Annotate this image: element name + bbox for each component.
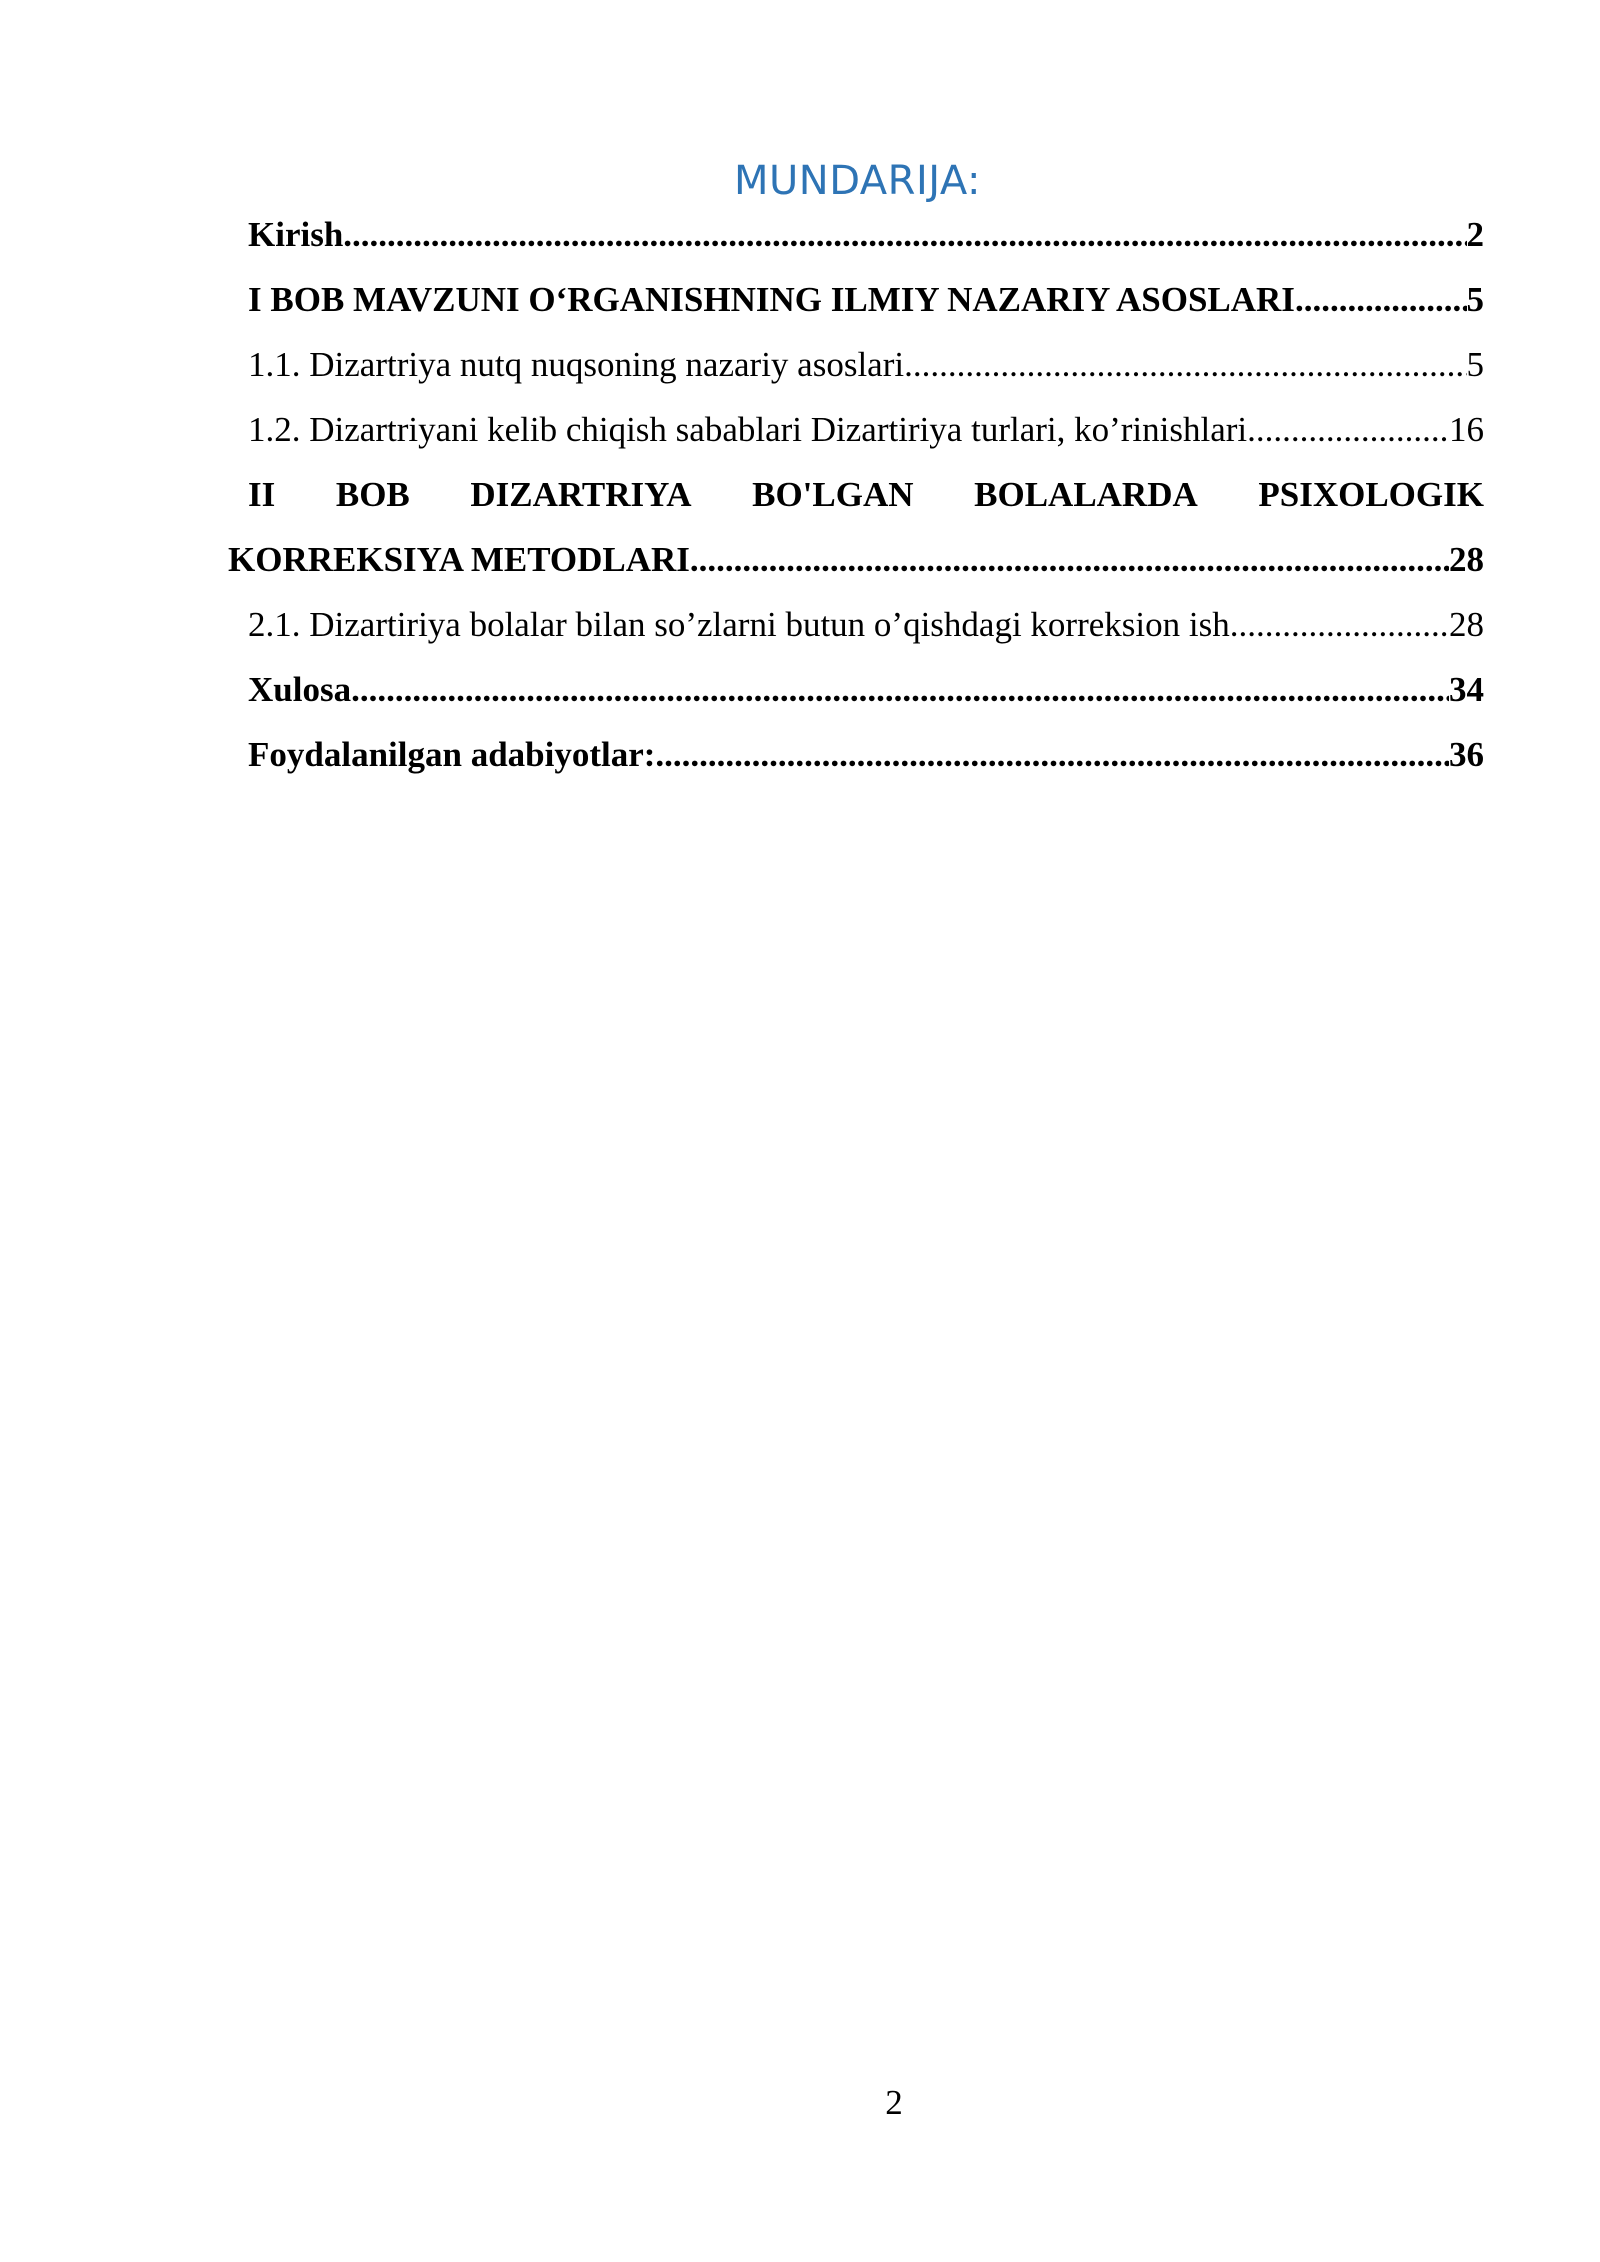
toc-entry-page: 28 [1449, 540, 1484, 579]
toc-entry-kirish[interactable] [248, 210, 1484, 260]
toc-entry-page: 16 [1449, 410, 1484, 449]
toc-entry-text: 1.2. Dizartriyani kelib chiqish sabablari Dizartiriya turlari, ko’rinishlari [248, 410, 1248, 449]
toc-entry-section-2-1[interactable] [248, 600, 1484, 650]
toc-leader-dots [343, 210, 1466, 260]
toc-entry-chapter-2-line-2[interactable] [228, 535, 1484, 585]
toc-entry-page: 28 [1449, 605, 1484, 644]
toc-leader-dots [1247, 405, 1449, 455]
toc-entry-text: Xulosa [248, 670, 352, 709]
toc-entry-text: Foydalanilgan adabiyotlar: [248, 735, 656, 774]
toc-entry-text: 1.1. Dizartriya nutq nuqsoning nazariy asoslari [248, 345, 905, 384]
toc-word: BO'LGAN [752, 475, 914, 514]
toc-word: II [248, 475, 276, 514]
toc-entry-xulosa[interactable] [248, 665, 1484, 715]
toc-entry-page: 2 [1466, 215, 1484, 254]
toc-leader-dots [1230, 600, 1449, 650]
toc-word: BOLALARDA [974, 475, 1198, 514]
toc-word: DIZARTRIYA [470, 475, 692, 514]
toc-entry-section-1-2[interactable] [248, 405, 1484, 455]
toc-entry-page: 36 [1449, 735, 1484, 774]
page-number: 2 [885, 2083, 903, 2122]
toc-leader-dots [1295, 275, 1467, 325]
toc-leader-dots [904, 340, 1466, 390]
toc-entry-chapter-1[interactable] [248, 275, 1484, 325]
toc-entry-text: KORREKSIYA METODLARI [228, 540, 690, 579]
toc-word: PSIXOLOGIK [1258, 475, 1484, 514]
toc-leader-dots [690, 535, 1449, 585]
toc-entry-text: I BOB MAVZUNI O‘RGANISHNING ILMIY NAZARIY ASOSLARI [248, 280, 1295, 319]
toc-leader-dots [351, 665, 1449, 715]
toc-entry-text: 2.1. Dizartiriya bolalar bilan so’zlarni butun o’qishdagi korreksion ish [248, 605, 1230, 644]
toc-entry-chapter-2-line-1[interactable] [248, 470, 1484, 520]
toc-entry-page: 34 [1449, 670, 1484, 709]
toc-entry-references[interactable] [248, 730, 1484, 780]
toc-entry-page: 5 [1466, 280, 1484, 319]
toc-word: BOB [335, 475, 410, 514]
toc-entry-section-1-1[interactable] [248, 340, 1484, 390]
toc-title: MUNDARIJA: [734, 158, 981, 204]
toc-entry-page: 5 [1466, 345, 1484, 384]
toc-entry-text: Kirish [248, 215, 344, 254]
toc-leader-dots [655, 730, 1449, 780]
